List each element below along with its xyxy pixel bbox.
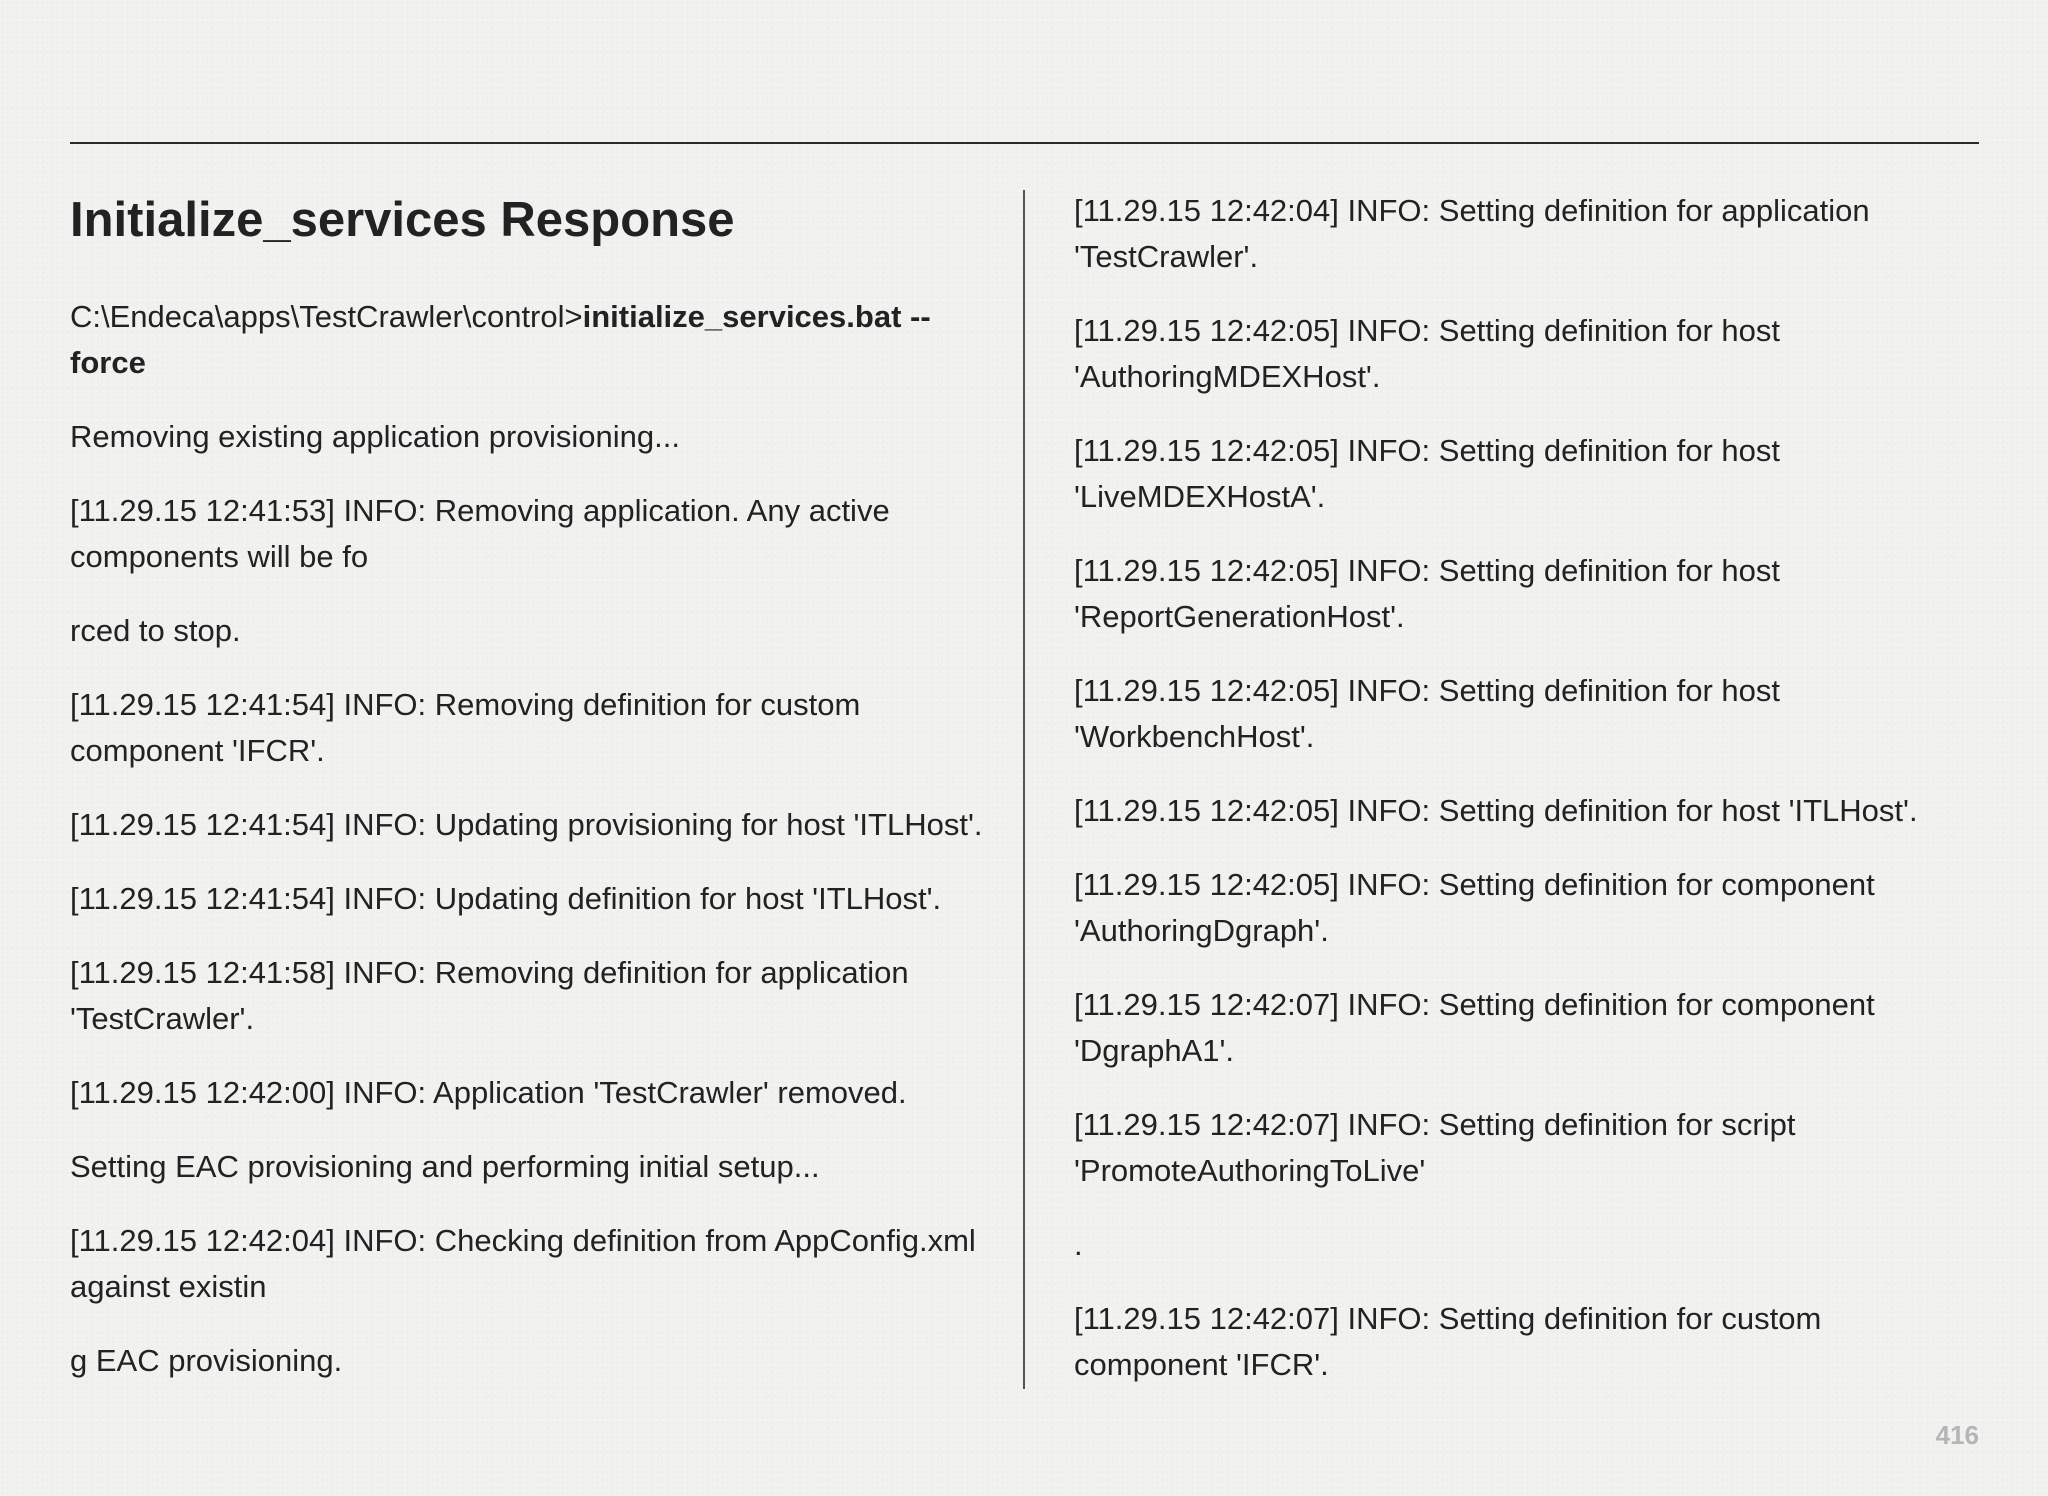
log-line: [11.29.15 12:42:04] INFO: Checking definition from AppConfig.xml against existin [70, 1223, 976, 1304]
log-line: [11.29.15 12:42:05] INFO: Setting definition for component 'AuthoringDgraph'. [1074, 867, 1875, 948]
log-line: rced to stop. [70, 613, 241, 648]
log-line: Setting EAC provisioning and performing initial setup... [70, 1149, 820, 1184]
log-line: [11.29.15 12:42:05] INFO: Setting definition for host 'ITLHost'. [1074, 793, 1918, 828]
log-line: [11.29.15 12:41:53] INFO: Removing application. Any active components will be fo [70, 493, 890, 574]
log-line: [11.29.15 12:42:07] INFO: Setting definition for component 'DgraphA1'. [1074, 987, 1875, 1068]
log-line: [11.29.15 12:42:05] INFO: Setting definition for host 'WorkbenchHost'. [1074, 673, 1780, 754]
top-rule [70, 142, 1979, 144]
log-line: [11.29.15 12:41:58] INFO: Removing definition for application 'TestCrawler'. [70, 955, 909, 1036]
log-line: [11.29.15 12:42:05] INFO: Setting definition for host 'AuthoringMDEXHost'. [1074, 313, 1780, 394]
log-line: [11.29.15 12:42:07] INFO: Setting definition for custom component 'IFCR'. [1074, 1301, 1822, 1382]
log-line: [11.29.15 12:41:54] INFO: Updating definition for host 'ITLHost'. [70, 881, 942, 916]
log-line: . [1074, 1227, 1083, 1262]
command-line [70, 294, 985, 386]
left-column [70, 190, 985, 1412]
log-line: [11.29.15 12:42:05] INFO: Setting definition for host 'ReportGenerationHost'. [1074, 553, 1780, 634]
log-line: Removing existing application provisioning... [70, 419, 680, 454]
page-number: 416 [1935, 1420, 1979, 1450]
right-column [1074, 188, 1979, 1416]
log-line: [11.29.15 12:42:00] INFO: Application 'TestCrawler' removed. [70, 1075, 907, 1110]
log-line: [11.29.15 12:41:54] INFO: Updating provisioning for host 'ITLHost'. [70, 807, 983, 842]
log-line: [11.29.15 12:42:07] INFO: Setting definition for script 'PromoteAuthoringToLive' [1074, 1107, 1796, 1188]
log-line: [11.29.15 12:42:05] INFO: Setting definition for host 'LiveMDEXHostA'. [1074, 433, 1780, 514]
log-line: [11.29.15 12:42:04] INFO: Setting definition for application 'TestCrawler'. [1074, 193, 1870, 274]
command-name: initialize_services.bat --force [70, 299, 931, 380]
page-title: Initialize_services Response [70, 193, 735, 247]
column-divider [1023, 190, 1025, 1389]
log-line: g EAC provisioning. [70, 1343, 343, 1378]
command-path: C:\Endeca\apps\TestCrawler\control> [70, 299, 583, 334]
log-line: [11.29.15 12:41:54] INFO: Removing definition for custom component 'IFCR'. [70, 687, 861, 768]
